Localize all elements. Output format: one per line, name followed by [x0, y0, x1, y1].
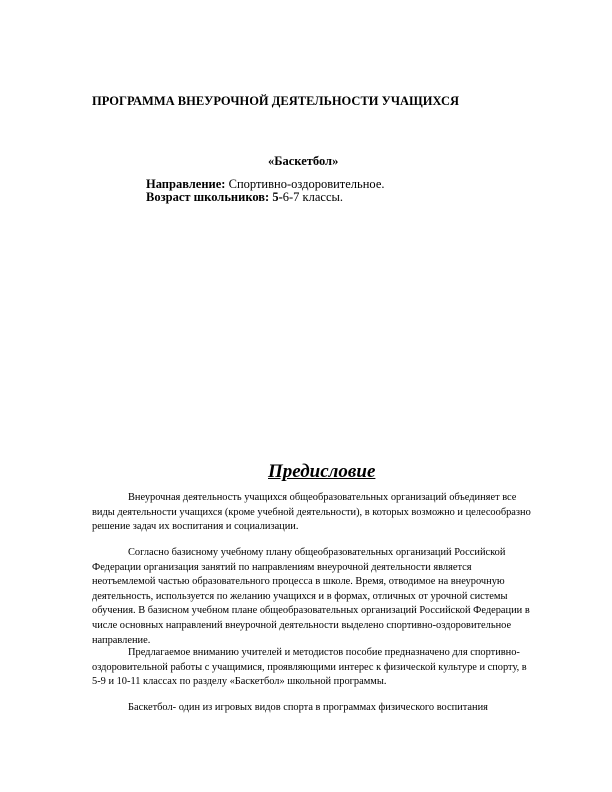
age-value-bold: 5-: [272, 190, 283, 204]
paragraph: Предлагаемое вниманию учителей и методистов пособие предназначено для спортивно-оздоровительной работы с учащимися, проявляющими интерес к физической культуре и спорту, в 5-9 и 10-11 классах по разделу «Баскетбол» школьной программы.: [92, 647, 527, 688]
age-value-rest: 6-7 классы.: [282, 190, 344, 204]
direction-value: Спортивно-оздоровительное.: [228, 177, 385, 191]
preface-heading: Предисловие: [268, 461, 376, 482]
age-line: [146, 190, 343, 205]
paragraph: Согласно базисному учебному плану общеобразовательных организаций Российской Федерации организация занятий по направлениям внеурочной деятельности является неотъемлемой частью образовательного процесса в школе. Время, отводимое на внеурочную деятельность, используется по желанию учащихся и в формах, отличных от урочной системы обучения. В базисном учебном плане общеобразовательных организаций Российской Федерации в числе основных направлений внеурочной деятельности выделено спортивно-оздоровительное направление.: [92, 547, 530, 646]
paragraph: Внеурочная деятельность учащихся общеобразовательных организаций объединяет все виды деятельности учащихся (кроме учебной деятельности), в которых возможно и целесообразно решение задач их воспитания и социализации.: [92, 492, 531, 533]
direction-label: Направление:: [146, 177, 226, 191]
document-subtitle: «Баскетбол»: [268, 154, 339, 168]
document-title: ПРОГРАММА ВНЕУРОЧНОЙ ДЕЯТЕЛЬНОСТИ УЧАЩИХСЯ: [92, 94, 460, 108]
age-label: Возраст школьников:: [146, 190, 270, 204]
paragraph: Баскетбол- один из игровых видов спорта в программах физического воспитания: [128, 702, 488, 713]
